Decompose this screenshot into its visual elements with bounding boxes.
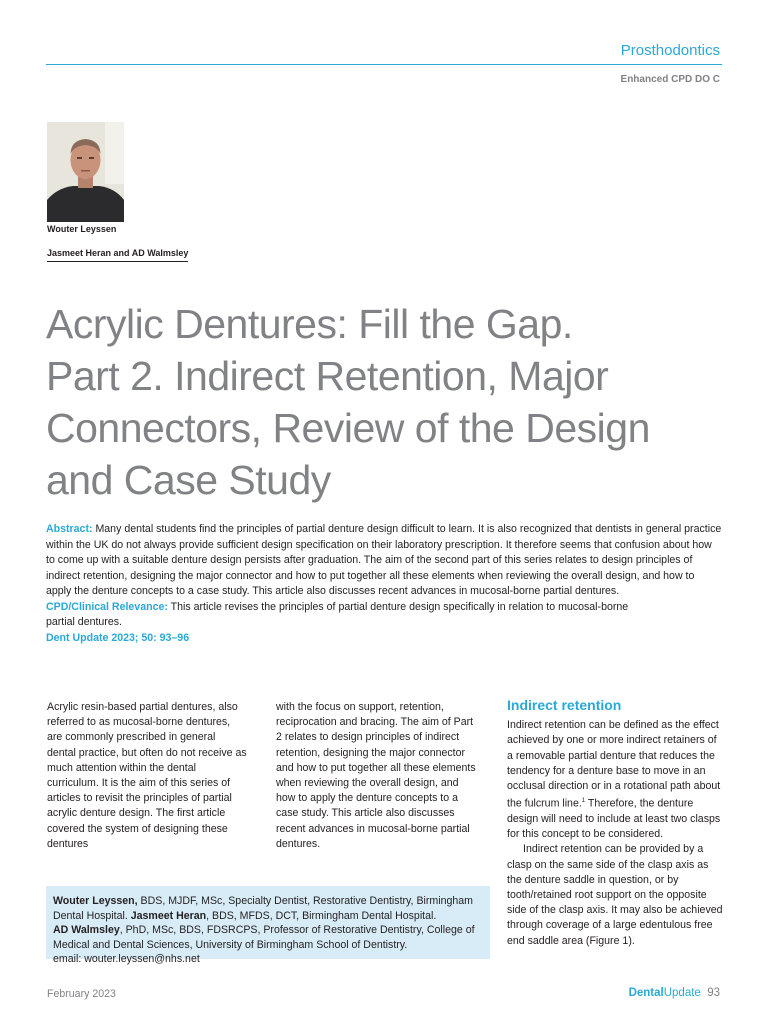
co-authors: Jasmeet Heran and AD Walmsley	[47, 248, 188, 262]
photo-caption: Wouter Leyssen	[47, 224, 117, 234]
author-name: AD Walmsley	[53, 924, 120, 937]
journal-name-bold: Dental	[628, 987, 664, 999]
body-paragraph: Indirect retention can be provided by a clasp on the same side of the clasp axis as the denture saddle in question, or by tooth/retained root support on the opposite side of the clasp axis. It may also be achieved through coverage of a large edentulous free end saddle area (Figure 1).	[507, 843, 723, 947]
cpd-label: Enhanced CPD DO C	[620, 74, 720, 85]
journal-name-rest: Update	[663, 987, 701, 999]
abstract-block	[46, 522, 722, 646]
affiliations-box	[46, 886, 490, 966]
relevance-text: This article revises the principles of partial denture design specifically in relation to mucosal-borne partial dentures.	[46, 600, 629, 628]
abstract-text: Many dental students find the principles of partial denture design difficult to learn. It is also recognized that dentists in general practice within the UK do not always provide sufficient design specification on their laboratory prescription. It therefore seems that confusion about how to come up with a suitable denture design persists after graduation. The aim of the second part of this series relates to design principles of indirect retention, designing the major connector and how to put together all these elements when reviewing the overall design, and how to apply the denture concepts to a case study. This article also discusses recent advances in mucosal-borne partial dentures.	[46, 523, 722, 597]
header-rule	[46, 64, 722, 65]
paragraph-text: Therefore, the denture design will need to include at least two clasps for this concept to be considered.	[507, 797, 721, 841]
title-line-3: Connectors, Review of the Design	[46, 405, 650, 451]
citation: Dent Update 2023; 50: 93–96	[46, 631, 190, 644]
footer-date: February 2023	[47, 988, 116, 1000]
section-heading: Indirect retention	[507, 697, 622, 713]
affiliation-text: , BDS, MFDS, DCT, Birmingham Dental Hospital.	[206, 909, 437, 922]
section-label: Prosthodontics	[620, 42, 720, 59]
abstract-paragraph	[46, 522, 722, 600]
article-title	[46, 298, 736, 506]
body-paragraph: Acrylic resin-based partial dentures, also referred to as mucosal-borne dentures, are commonly prescribed in general dental practice, but often do not receive as much attention within the dental curriculum. It is the aim of this series of articles to revisit the principles of partial acrylic denture design. The first article covered the system of designing these dentures	[47, 701, 247, 850]
body-paragraph	[507, 718, 725, 842]
author-photo-image	[47, 122, 124, 222]
title-line-4: and Case Study	[46, 457, 331, 503]
page-number: 93	[707, 987, 720, 999]
abstract-label: Abstract:	[46, 523, 93, 535]
affiliation-text: BDS, MJDF, MSc, Specialty Dentist, Restorative Dentistry, Birmingham Dental Hospital.	[53, 895, 473, 922]
body-column-1	[47, 700, 247, 852]
body-paragraph: with the focus on support, retention, reciprocation and bracing. The aim of Part 2 relates to design principles of indirect retention, designing the major connector and how to put together all these elements when reviewing the overall design, and how to apply the denture concepts to a case study. This article also discusses recent advances in mucosal-borne partial dentures.	[276, 701, 476, 850]
paragraph-text: Indirect retention can be defined as the effect achieved by one or more indirect retainers of a removable partial denture that reduces the tendency for a denture base to move in an occlusal direction or in a rotational path about the fulcrum line.	[507, 719, 721, 810]
relevance-label: CPD/Clinical Relevance:	[46, 600, 168, 613]
title-line-2: Part 2. Indirect Retention, Major	[46, 353, 609, 399]
author-name: Wouter Leyssen,	[53, 895, 138, 907]
affiliation-text: , PhD, MSc, BDS, FDSRCPS, Professor of Restorative Dentistry, College of Medical and Dental Sciences, University of Birmingham School of Dentistry.	[53, 924, 475, 951]
contact-email[interactable]: email: wouter.leyssen@nhs.net	[53, 953, 200, 966]
body-column-2	[276, 700, 478, 852]
reference-marker[interactable]: 1	[581, 798, 586, 805]
author-name: Jasmeet Heran	[130, 909, 207, 922]
author-photo	[47, 122, 124, 222]
body-column-3	[507, 698, 725, 949]
title-line-1: Acrylic Dentures: Fill the Gap.	[46, 301, 573, 347]
clinical-relevance	[46, 600, 646, 631]
footer-journal	[629, 987, 720, 999]
